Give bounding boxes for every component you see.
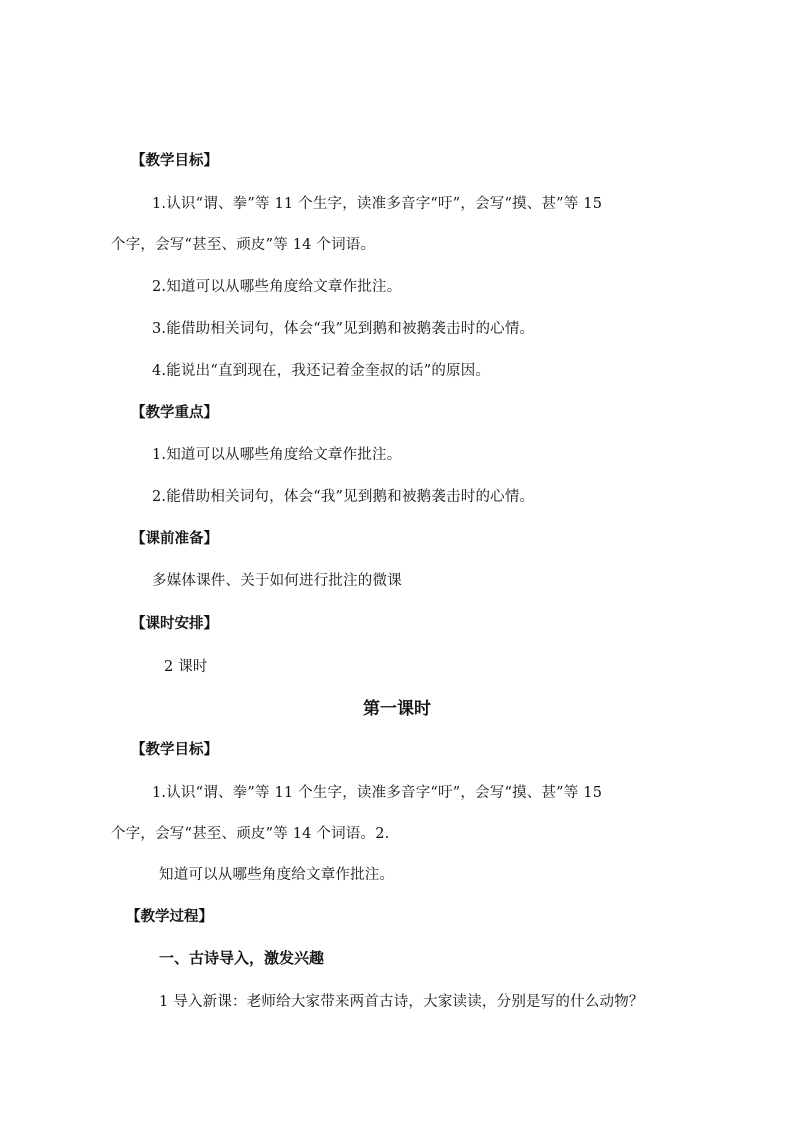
lesson-goal-line-3: 知道可以从哪些角度给文章作批注。 xyxy=(159,867,395,883)
process-subheading: 一、古诗导入，激发兴趣 xyxy=(159,949,325,967)
lesson-title: 第一课时 xyxy=(363,699,431,719)
preparation-text: 多媒体课件、关于如何进行批注的微课 xyxy=(152,573,402,589)
section-heading-preparation: 【课前准备】 xyxy=(131,530,218,547)
section-heading-process: 【教学过程】 xyxy=(126,908,213,925)
section-heading-key-points: 【教学重点】 xyxy=(131,404,218,421)
schedule-text: 2 课时 xyxy=(164,659,208,675)
process-step-1: 1 导入新课：老师给大家带来两首古诗，大家读读，分别是写的什么动物？ xyxy=(159,994,644,1010)
goal-1-line-1: 1.认识“谓、拳”等 11 个生字，读准多音字“吁”，会写“摸、甚”等 15 xyxy=(152,196,603,212)
section-heading-teaching-goals-2: 【教学目标】 xyxy=(131,741,218,758)
goal-1-line-2: 个字，会写“甚至、顽皮”等 14 个词语。 xyxy=(111,237,376,253)
lesson-goal-line-2: 个字，会写“甚至、顽皮”等 14 个词语。2. xyxy=(111,826,390,842)
goal-2: 2.知道可以从哪些角度给文章作批注。 xyxy=(152,279,402,295)
section-heading-schedule: 【课时安排】 xyxy=(131,615,218,632)
key-point-1: 1.知道可以从哪些角度给文章作批注。 xyxy=(152,447,402,463)
key-point-2: 2.能借助相关词句，体会“我”见到鹅和被鹅袭击时的心情。 xyxy=(152,489,535,505)
goal-3: 3.能借助相关词句，体会“我”见到鹅和被鹅袭击时的心情。 xyxy=(152,321,535,337)
lesson-goal-line-1: 1.认识“谓、拳”等 11 个生字，读准多音字“吁”，会写“摸、甚”等 15 xyxy=(152,785,603,801)
section-heading-teaching-goals: 【教学目标】 xyxy=(131,152,218,169)
goal-4: 4.能说出“直到现在，我还记着金奎叔的话”的原因。 xyxy=(152,363,491,379)
